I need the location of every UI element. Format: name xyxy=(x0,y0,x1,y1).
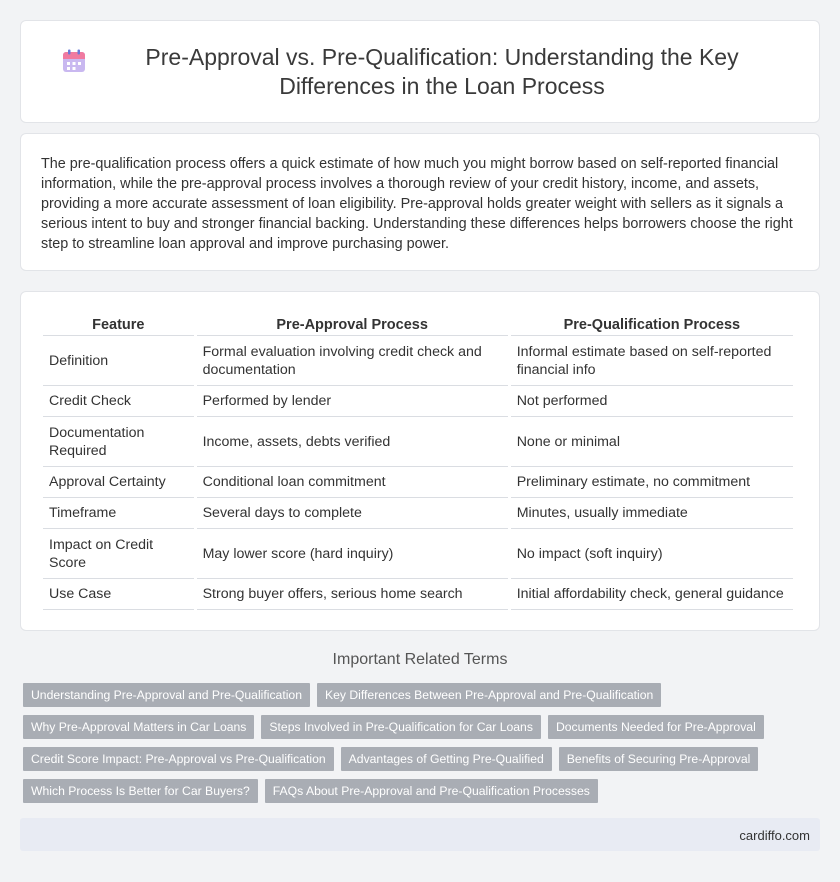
row-feature: Use Case xyxy=(43,579,194,610)
row-pre-approval: Formal evaluation involving credit check and documentation xyxy=(197,336,508,386)
related-term-link[interactable]: Credit Score Impact: Pre-Approval vs Pre-Qualification xyxy=(23,747,334,771)
row-pre-approval: Conditional loan commitment xyxy=(197,467,508,498)
table-row xyxy=(43,498,793,529)
row-pre-qualification: Initial affordability check, general guidance xyxy=(511,579,793,610)
row-pre-approval: Strong buyer offers, serious home search xyxy=(197,579,508,610)
row-feature: Documentation Required xyxy=(43,417,194,467)
related-terms-title: Important Related Terms xyxy=(332,651,508,668)
row-pre-approval: Income, assets, debts verified xyxy=(197,417,508,467)
table-header-row xyxy=(43,314,793,336)
intro-card xyxy=(20,133,820,271)
row-feature: Timeframe xyxy=(43,498,194,529)
related-term-link[interactable]: Key Differences Between Pre-Approval and Pre-Qualification xyxy=(317,683,661,707)
footer xyxy=(20,818,820,851)
row-pre-qualification: None or minimal xyxy=(511,417,793,467)
header-pre-approval: Pre-Approval Process xyxy=(197,314,508,336)
row-pre-approval: May lower score (hard inquiry) xyxy=(197,529,508,579)
related-term-link[interactable]: Why Pre-Approval Matters in Car Loans xyxy=(23,715,254,739)
row-pre-approval: Performed by lender xyxy=(197,386,508,417)
table-row xyxy=(43,579,793,610)
related-term-link[interactable]: Understanding Pre-Approval and Pre-Qualification xyxy=(23,683,310,707)
row-feature: Definition xyxy=(43,336,194,386)
row-feature: Impact on Credit Score xyxy=(43,529,194,579)
table-row xyxy=(43,417,793,467)
title-wrap xyxy=(21,43,819,101)
header-pre-qualification: Pre-Qualification Process xyxy=(511,314,793,336)
header-feature: Feature xyxy=(43,314,194,336)
table-row xyxy=(43,529,793,579)
related-terms-list xyxy=(23,683,823,811)
row-pre-qualification: Preliminary estimate, no commitment xyxy=(511,467,793,498)
related-term-link[interactable]: Steps Involved in Pre-Qualification for Car Loans xyxy=(261,715,541,739)
related-term-link[interactable]: Which Process Is Better for Car Buyers? xyxy=(23,779,258,803)
calendar-icon xyxy=(61,48,87,74)
table-row xyxy=(43,386,793,417)
page-title: Pre-Approval vs. Pre-Qualification: Understanding the Key Differences in the Loan Process xyxy=(145,43,739,99)
header-card xyxy=(20,20,820,123)
row-pre-qualification: Not performed xyxy=(511,386,793,417)
row-pre-qualification: Informal estimate based on self-reported financial info xyxy=(511,336,793,386)
tag-row xyxy=(23,715,823,739)
row-pre-qualification: Minutes, usually immediate xyxy=(511,498,793,529)
related-term-link[interactable]: Advantages of Getting Pre-Qualified xyxy=(341,747,552,771)
table-row xyxy=(43,467,793,498)
related-term-link[interactable]: Benefits of Securing Pre-Approval xyxy=(559,747,759,771)
row-feature: Credit Check xyxy=(43,386,194,417)
comparison-table xyxy=(40,314,796,610)
row-pre-approval: Several days to complete xyxy=(197,498,508,529)
tag-row xyxy=(23,683,823,707)
comparison-table-card xyxy=(20,291,820,631)
tag-row xyxy=(23,747,823,771)
intro-text: The pre-qualification process offers a quick estimate of how much you might borrow based on self-reported financial information, while the pre-approval process involves a thorough review of your credit history, income, and assets, providing a more accurate assessment of loan eligibility. Pre-approval holds greater weight with sellers as it signals a serious intent to buy and stronger financial backing. Understanding these differences helps borrowers choose the right step to streamline loan approval and improve purchasing power. xyxy=(41,156,793,252)
row-pre-qualification: No impact (soft inquiry) xyxy=(511,529,793,579)
footer-site-link[interactable]: cardiffo.com xyxy=(739,828,810,843)
related-term-link[interactable]: FAQs About Pre-Approval and Pre-Qualification Processes xyxy=(265,779,598,803)
related-term-link[interactable]: Documents Needed for Pre-Approval xyxy=(548,715,764,739)
row-feature: Approval Certainty xyxy=(43,467,194,498)
tag-row xyxy=(23,779,823,803)
table-row xyxy=(43,336,793,386)
